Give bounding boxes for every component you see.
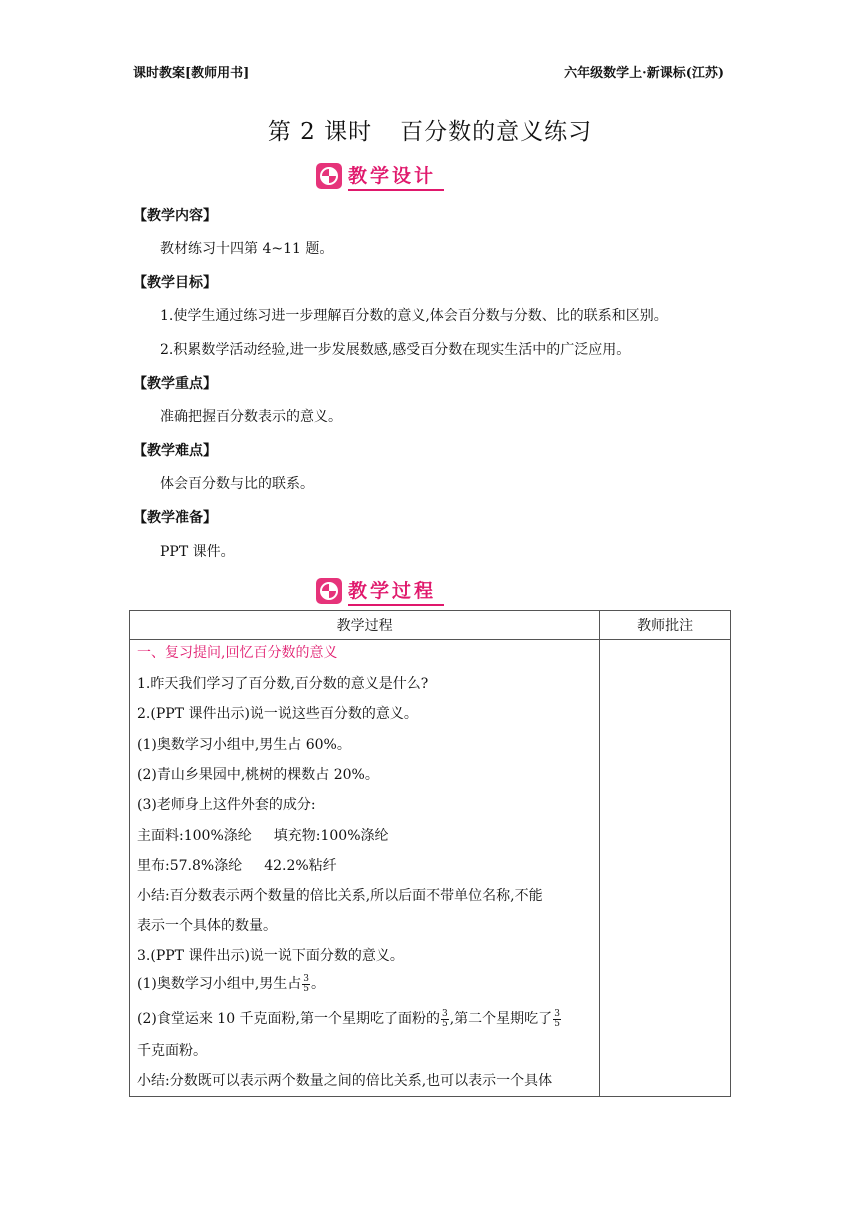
- fraction: [553, 1010, 561, 1029]
- fraction-numerator: 3: [442, 1008, 448, 1019]
- banner-teaching-process: [316, 577, 444, 605]
- difficulty-heading: 【教学难点】: [133, 443, 217, 459]
- difficulty-body: 体会百分数与比的联系。: [160, 476, 314, 492]
- fabric-viscose: 42.2%粘纤: [264, 858, 337, 874]
- key-heading: 【教学重点】: [133, 376, 217, 392]
- key-body: 准确把握百分数表示的意义。: [160, 409, 342, 425]
- goal-1: 1.使学生通过练习进一步理解百分数的意义,体会百分数与分数、比的联系和区别。: [160, 308, 668, 324]
- text-line: 千克面粉。: [137, 1043, 207, 1059]
- text-line: (3)老师身上这件外套的成分:: [137, 797, 316, 813]
- fraction: [302, 975, 310, 994]
- text-line: 1.昨天我们学习了百分数,百分数的意义是什么?: [137, 676, 429, 692]
- text-line: [137, 1008, 562, 1029]
- text-segment: ,第二个星期吃了: [449, 1011, 553, 1027]
- text-line: 小结:百分数表示两个数量的倍比关系,所以后面不带单位名称,不能: [137, 888, 543, 904]
- spiral-logo-icon: [316, 578, 342, 604]
- header-left: 课时教案[教师用书]: [133, 66, 250, 81]
- spiral-logo-icon: [316, 163, 342, 189]
- text-line: [137, 825, 389, 845]
- fabric-lining: 里布:57.8%涤纶: [137, 858, 243, 874]
- fraction-denominator: 5: [442, 1018, 448, 1029]
- goals-heading: 【教学目标】: [133, 275, 217, 291]
- lesson-number: 第 2 课时: [267, 119, 373, 145]
- text-line: 2.(PPT 课件出示)说一说这些百分数的意义。: [137, 706, 418, 722]
- fraction-numerator: 3: [554, 1008, 560, 1019]
- fraction-numerator: 3: [303, 973, 310, 984]
- text-line: (2)青山乡果园中,桃树的棵数占 20%。: [137, 767, 379, 783]
- banner-label: 教学过程: [348, 576, 444, 606]
- col-header-notes: 教师批注: [600, 611, 731, 640]
- banner-teaching-design: [316, 162, 444, 190]
- banner-label: 教学设计: [348, 161, 444, 191]
- fraction-denominator: 5: [303, 983, 310, 994]
- prep-heading: 【教学准备】: [133, 510, 217, 526]
- text-line: 3.(PPT 课件出示)说一说下面分数的意义。: [137, 948, 404, 964]
- text-segment: (1)奥数学习小组中,男生占: [137, 976, 302, 992]
- text-line: [137, 973, 325, 994]
- fraction: [441, 1010, 449, 1029]
- text-line: (1)奥数学习小组中,男生占 60%。: [137, 737, 351, 753]
- content-heading: 【教学内容】: [133, 208, 217, 224]
- page-title: [0, 113, 860, 146]
- text-line: 小结:分数既可以表示两个数量之间的倍比关系,也可以表示一个具体: [137, 1073, 553, 1089]
- fabric-main: 主面料:100%涤纶: [137, 828, 252, 844]
- text-line: [137, 855, 337, 875]
- section-title-review: 一、复习提问,回忆百分数的意义: [137, 645, 338, 661]
- fabric-filling: 填充物:100%涤纶: [273, 828, 389, 844]
- goal-2: 2.积累数学活动经验,进一步发展数感,感受百分数在现实生活中的广泛应用。: [160, 342, 631, 358]
- text-segment: (2)食堂运来 10 千克面粉,第一个星期吃了面粉的: [137, 1011, 440, 1027]
- text-segment: 。: [311, 976, 326, 992]
- header-right: 六年级数学上·新课标(江苏): [564, 66, 724, 81]
- prep-body: PPT 课件。: [160, 544, 235, 560]
- lesson-name: 百分数的意义练习: [400, 119, 593, 145]
- text-line: 表示一个具体的数量。: [137, 918, 277, 934]
- notes-cell: [600, 640, 731, 1097]
- fraction-denominator: 5: [554, 1018, 560, 1029]
- content-body: 教材练习十四第 4~11 题。: [160, 241, 334, 257]
- col-header-process: 教学过程: [130, 611, 600, 640]
